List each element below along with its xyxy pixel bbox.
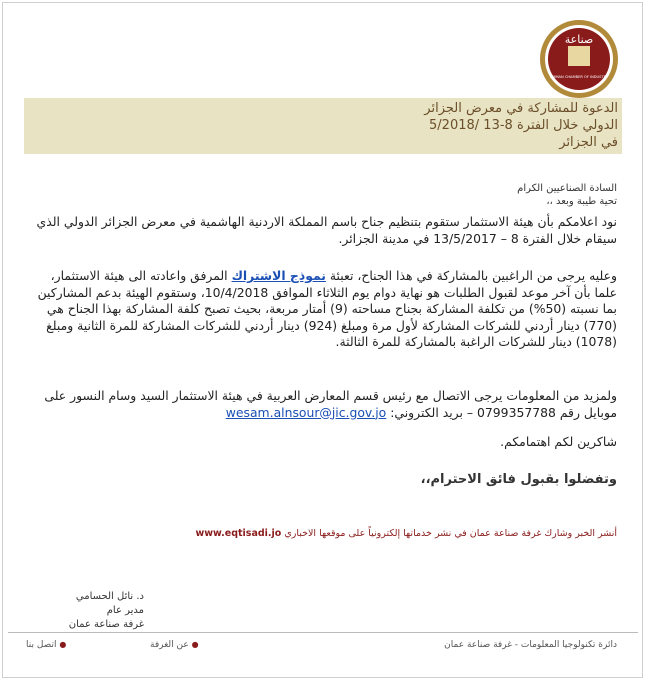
- footer-about-link[interactable]: [150, 640, 199, 650]
- signature-block: [24, 590, 144, 632]
- logo-text: صناعة: [564, 33, 594, 46]
- footer-contact-label: اتصل بنا: [26, 640, 57, 650]
- footer-dept: دائرة تكنولوجيا المعلومات - غرفة صناعة عمان: [444, 640, 617, 650]
- paragraph-participation: [32, 268, 617, 351]
- signature-org: غرفة صناعة عمان: [68, 619, 144, 630]
- share-note: [195, 528, 617, 539]
- subject-line-2: الدولي خلال الفترة 8-13 /5/2018: [429, 118, 618, 133]
- closing-line: وتفضلوا بقبول فائق الاحترام،،: [420, 472, 617, 487]
- subject-line-3: في الجزائر: [559, 135, 618, 150]
- signature-role: مدير عام: [106, 605, 144, 616]
- signature-name: د. نائل الحسامي: [75, 591, 144, 602]
- footer-about-label: عن الغرفة: [150, 640, 189, 650]
- contact-email-link[interactable]: wesam.alnsour@jic.gov.jo: [225, 404, 387, 420]
- bullet-icon: ●: [59, 640, 67, 649]
- share-site-link[interactable]: www.eqtisadi.jo: [195, 528, 282, 539]
- subject-line-1: الدعوة للمشاركة في معرض الجزائر: [424, 101, 618, 116]
- logo-subtext: AMMAN CHAMBER OF INDUSTRY: [549, 75, 609, 79]
- footer-contact-link[interactable]: [26, 640, 66, 650]
- participation-text-start: وعليه يرجى من الراغبين بالمشاركة في هذا الجناح، تعبئة: [329, 268, 617, 283]
- bullet-icon: ●: [191, 640, 199, 649]
- participation-text-rest: المرفق واعادته الى هيئة الاستثمار، علما بأن آخر موعد لقبول الطلبات هو نهاية دوام يوم الثلاثاء الموافق 10/4/2018، وستقوم الهيئة بدعم المشاركين بما نسبته (50%) من تكلفة المشاركة بجناح مساحته (9) أمتار مربعة، بحيث تصبح كلفة المشاركة بهذا الجناح هي (770) دينار أردني للشركات المشاركة لأول مرة ومبلغ (924) دينار أردني للشركات المشاركة للمرة الثانية ومبلغ (1078) دينار للشركات الراغبة بالمشاركة للمرة الثالثة.: [37, 268, 617, 350]
- share-text: أنشر الخبر وشارك غرفة صناعة عمان في نشر خدماتها إلكترونياً على موقعها الاخباري: [284, 528, 617, 539]
- salutation: [57, 182, 617, 208]
- paragraph-intro: نود اعلامكم بأن هيئة الاستثمار ستقوم بتنظيم جناح باسم المملكة الاردنية الهاشمية في معرض الجزائر الدولي الذي سيقام خلال الفترة 8 – 13/5/2017 في مدينة الجزائر.: [36, 214, 617, 246]
- salutation-line-1: السادة الصناعيين الكرام: [517, 183, 617, 194]
- subscription-form-link[interactable]: نموذج الاشتراك: [231, 268, 326, 283]
- thanks-line: شاكرين لكم اهتمامكم.: [500, 434, 617, 449]
- paragraph-contact: [32, 388, 617, 421]
- chamber-logo: [538, 18, 620, 100]
- contact-text: ولمزيد من المعلومات يرجى الاتصال مع رئيس قسم المعارض العربية في هيئة الاستثمار السيد وسام النسور على موبايل رقم 0799357788 – بريد الكتروني:: [44, 388, 617, 420]
- salutation-line-2: تحية طيبة وبعد ،،: [546, 196, 617, 207]
- subject-banner: [24, 98, 622, 154]
- footer-divider: [8, 632, 638, 633]
